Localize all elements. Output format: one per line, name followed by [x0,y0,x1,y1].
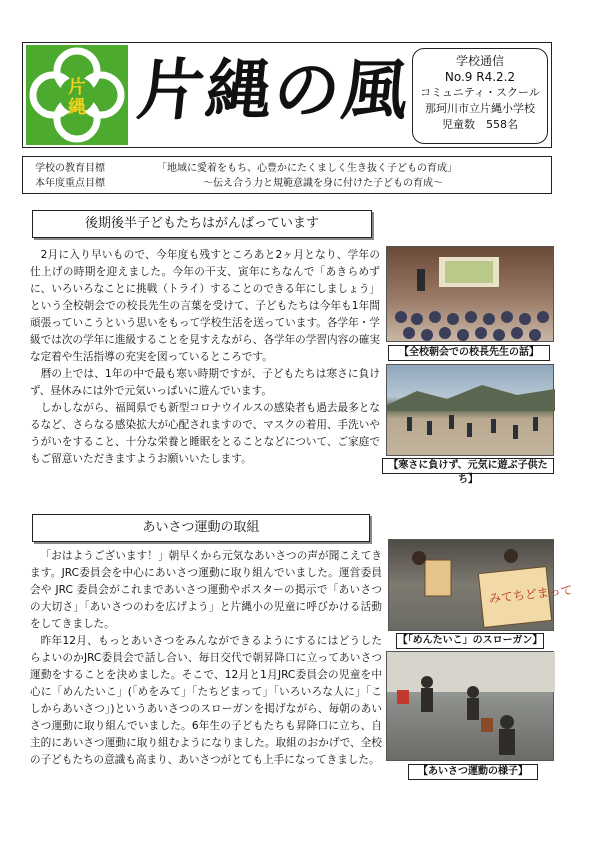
logo-rings-icon [26,45,128,145]
svg-text:片: 片 [68,77,86,98]
section1-paragraph: 2月に入り早いもので、今年度も残すところあと2ヶ月となり、学年の仕上げの時期を迎えました。今年の干支、寅年にちなんで「あきらめずに、いろいろなことに挑戦（トライ）することのできる年にしましょう」という全校朝会での校長先生の言葉を受けて、子どもたちは今年も1年間頑張っていこうという思いをもって学校生活を送っています。各学年・学級では次の学年に進級することを見すえながら、各学年の学習内容の確実な定着や生活指導の充実を図っているところです。 [30,249,380,363]
assembly-scene-icon [387,247,555,343]
info-community-school: コミュニティ・スクール [420,86,540,99]
caption-principal-talk: 【全校朝会での校長先生の話】 [388,345,550,361]
goal-text-priority: 〜伝え合う力と規範意識を身に付けた子どもの育成〜 [203,178,443,189]
section-title-greeting: あいさつ運動の取組 [32,514,370,542]
photo-mentaiko-slogan [388,539,574,631]
section1-paragraph: 暦の上では、1年の中で最も寒い時期ですが、子どもたちは寒さに負けず、昼休みには外で元気いっぱいに遊んでいます。 [30,368,380,397]
caption-children-playing: 【寒さに負けず、元気に遊ぶ子供たち】 [382,458,554,474]
svg-text:縄: 縄 [68,97,86,118]
playground-scene-icon [387,365,555,457]
info-student-count: 児童数 558名 [442,118,518,131]
section2-body [30,548,382,769]
caption-greeting-activity: 【あいさつ運動の様子】 [408,764,538,780]
slogan-sign-text: みてちどまって [488,582,574,606]
goal-text-education: 「地域に愛着をもち、心豊かにたくましく生き抜く子どもの育成」 [157,163,457,174]
section1-paragraph: しかしながら、福岡県でも新型コロナウイルスの感染者も過去最多となるなど、さらなる感染拡大が心配されますので、マスクの着用、手洗いやうがいをすること、十分な栄養と睡眠をとることなどについて、ご家庭でもご留意いただきますようお願いいたします。 [30,402,380,465]
goal-label-priority: 本年度重点目標 [35,178,105,189]
goal-label-education: 学校の教育目標 [35,163,105,174]
goals-box [22,156,552,194]
section-title-second-half: 後期後半子どもたちはがんばっています [32,210,372,238]
photo-greeting-activity [386,651,554,761]
photo-principal-talk [386,246,554,342]
entrance-scene-icon [387,652,555,762]
issue-info-box [412,48,548,144]
info-issue-number: No.9 R4.2.2 [444,70,516,84]
school-logo [26,45,128,145]
info-school-name: 那珂川市立片縄小学校 [425,102,535,115]
section2-paragraph: 昨年12月、もっとあいさつをみんなができるようにするにはどうしたらよいのかJRC委員会で話し合い、毎日交代で朝昇降口に立ってあいさつ運動をすることを決めました。そこで、12月と1月JRC委員会の児童を中心に「めんたいこ」(「めをみて」「たちどまって」「いろいろな人に」「こしからあいさつ」)というあいさつのスローガンを掲げながら、毎朝のあいさつ運動に取り組んでいました。6年生の子どもたちも昇降口に立ち、自主的にあいさつ運動に取り組むようになりました。取組のおかげで、全校の子どもたちの意識も高まり、あいさつがとても上手になってきました。 [30,635,382,766]
photo-children-playing [386,364,554,456]
slogan-sign-icon [389,540,574,632]
caption-mentaiko-slogan: 【「めんたいこ」のスローガン】 [396,633,544,649]
section2-paragraph: 「おはようございます！」朝早くから元気なあいさつの声が聞こえてきます。JRC委員会を中心にあいさつ運動に取り組んでいました。運営委員会や JRC 委員会がこれまであいさつ運動やポスターの掲示で「あいさつの大切さ」「あいさつのわを広げよう」と片縄小の児童に呼びかける活動をしてきました。 [30,550,382,630]
section1-body [30,247,380,468]
masthead-title: 片縄の風 [133,51,415,129]
info-newsletter-name: 学校通信 [455,54,504,68]
